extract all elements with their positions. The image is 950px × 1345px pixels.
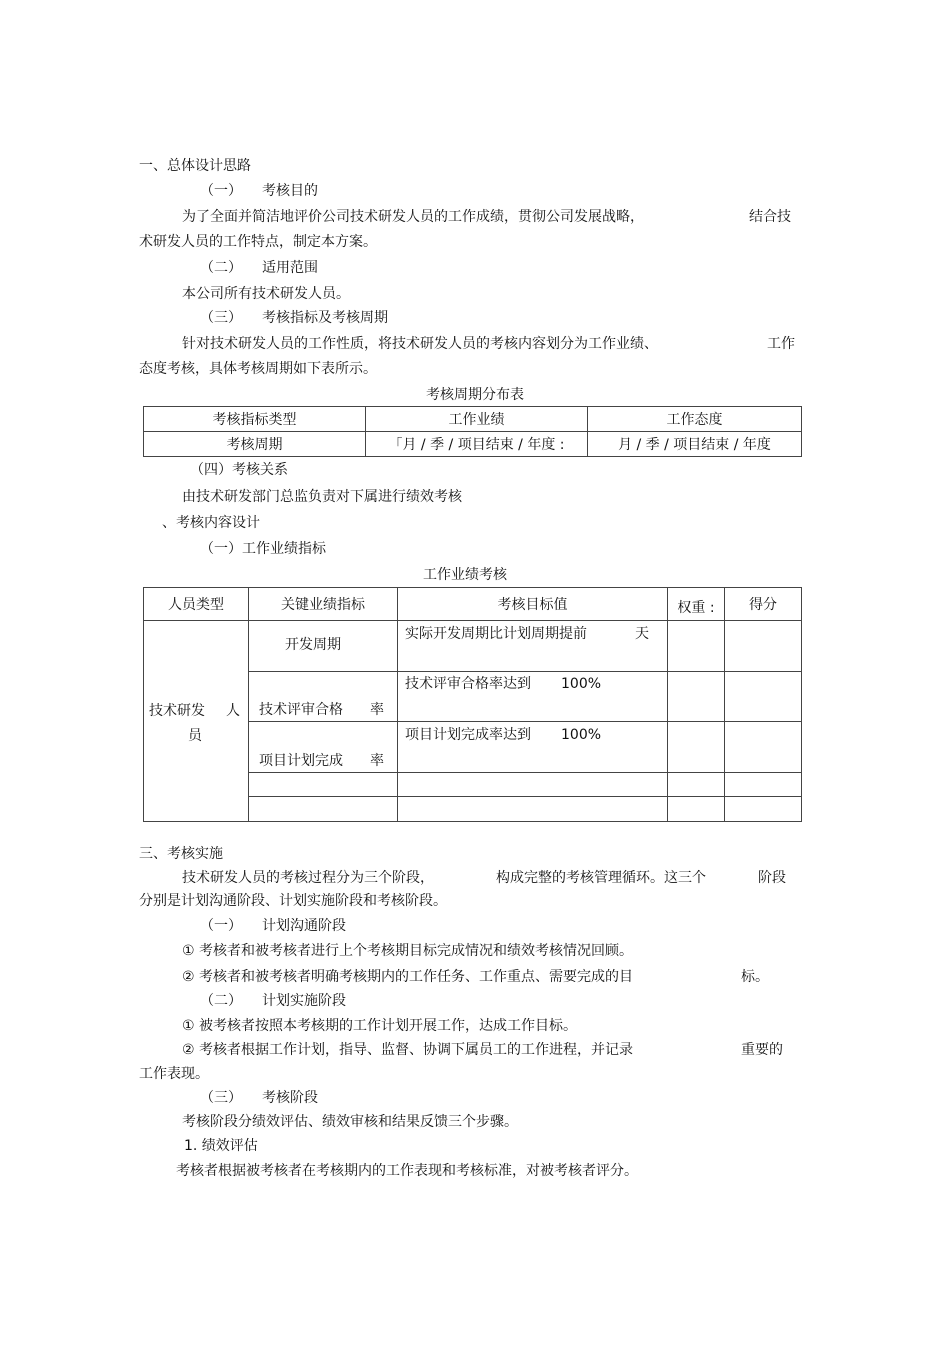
paragraph-indicators-line2: 态度考核，具体考核周期如下表所示。 (139, 361, 377, 377)
table1-row-label: 考核周期 (144, 432, 366, 457)
section-2-title: 、考核内容设计 (162, 515, 260, 531)
paragraph-assessment-steps: 考核阶段分绩效评估、绩效审核和结果反馈三个步骤。 (182, 1114, 518, 1130)
target-value: 100% (561, 727, 602, 743)
subsection-number: （二） (200, 260, 242, 276)
subsection-1-4: （四）考核关系 (190, 462, 288, 478)
target-text: 项目计划完成率达到 (405, 727, 531, 743)
table2-header-target: 考核目标值 (398, 588, 668, 621)
paragraph-purpose-line2: 术研发人员的工作特点，制定本方案。 (139, 234, 377, 250)
list-item: ② 考核者和被考核者明确考核期内的工作任务、工作重点、需要完成的目 (182, 969, 633, 985)
kpi-text: 开发周期 (285, 637, 341, 653)
table2-target-review-pass-rate (398, 671, 668, 722)
table1-caption: 考核周期分布表 (426, 387, 524, 403)
subsection-number: （三） (200, 310, 242, 326)
paragraph-purpose-line1-end: 结合技 (749, 209, 791, 225)
table2-weight-cell (668, 722, 725, 773)
table2-target-plan-completion-rate (398, 722, 668, 773)
paragraph-scope: 本公司所有技术研发人员。 (182, 286, 350, 302)
paragraph-stages-line2: 分别是计划沟通阶段、计划实施阶段和考核阶段。 (139, 893, 447, 909)
person-type-text: 人 (226, 703, 240, 719)
table1-attitude-cycle: 月 / 季 / 项目结束 / 年度 (588, 432, 802, 457)
subsection-3-3 (200, 1088, 318, 1108)
table2-kpi-plan-completion-rate (249, 722, 398, 773)
list-item-end: 重要的 (741, 1042, 783, 1058)
table2-kpi-review-pass-rate (249, 671, 398, 722)
table1-header-attitude: 工作态度 (588, 407, 802, 432)
table2-empty-cell (249, 797, 398, 822)
subsection-number: （一） (200, 918, 242, 934)
step-heading: 1. 绩效评估 (184, 1138, 258, 1154)
paragraph-stages-line1b: 构成完整的考核管理循环。这三个 (496, 870, 706, 886)
table2-score-cell (725, 621, 802, 672)
table2-score-cell (725, 722, 802, 773)
paragraph-stages-line1c: 阶段 (758, 870, 786, 886)
subsection-title: 考核阶段 (262, 1090, 318, 1106)
list-item: ② 考核者根据工作计划，指导、监督、协调下属员工的工作进程，并记录 (182, 1042, 633, 1058)
table2-person-type-cell (144, 621, 249, 822)
paragraph-stages-line1a: 技术研发人员的考核过程分为三个阶段， (182, 870, 434, 886)
subsection-3-1 (200, 916, 346, 936)
paragraph-purpose-line1: 为了全面并简洁地评价公司技术研发人员的工作成绩，贯彻公司发展战略， (182, 209, 644, 225)
table2-empty-cell (668, 797, 725, 822)
kpi-text: 率 (370, 753, 384, 769)
target-text: 技术评审合格率达到 (405, 675, 531, 692)
table2-header-person-type: 人员类型 (144, 588, 249, 621)
subsection-title: 考核目的 (262, 183, 318, 199)
person-type-text: 技术研发 (149, 703, 205, 719)
paragraph-evaluation: 考核者根据被考核者在考核期内的工作表现和考核标准，对被考核者评分。 (176, 1163, 638, 1179)
subsection-title: 考核指标及考核周期 (262, 310, 388, 326)
list-item: ① 被考核者按照本考核期的工作计划开展工作，达成工作目标。 (182, 1018, 577, 1034)
kpi-text: 技术评审合格 (259, 701, 343, 718)
person-type-text: 员 (188, 728, 202, 744)
table2-score-cell (725, 671, 802, 722)
table2-empty-cell (398, 772, 668, 797)
table2-weight-cell (668, 621, 725, 672)
table2-empty-cell (725, 772, 802, 797)
kpi-text: 项目计划完成 (259, 753, 343, 769)
paragraph-relationship: 由技术研发部门总监负责对下属进行绩效考核 (182, 489, 462, 505)
table2-caption: 工作业绩考核 (423, 567, 507, 583)
section-1-title: 一、总体设计思路 (139, 158, 251, 174)
cycle-distribution-table (143, 406, 802, 457)
subsection-number: （三） (200, 1090, 242, 1106)
subsection-1-1 (200, 181, 318, 201)
table2-empty-cell (249, 772, 398, 797)
table1-header-type: 考核指标类型 (144, 407, 366, 432)
target-value: 100% (561, 675, 602, 692)
kpi-text: 率 (370, 701, 384, 718)
target-text: 天 (635, 626, 649, 642)
target-text: 实际开发周期比计划周期提前 (405, 626, 587, 642)
table2-empty-cell (668, 772, 725, 797)
table1-performance-cycle: 「月 / 季 / 项目结束 / 年度 : (366, 432, 588, 457)
table1-header-performance: 工作业绩 (366, 407, 588, 432)
subsection-number: （一） (200, 183, 242, 199)
list-item-end: 标。 (741, 969, 769, 985)
subsection-number: （二） (200, 993, 242, 1009)
table2-header-score: 得分 (725, 588, 802, 621)
table2-target-dev-cycle (398, 621, 668, 672)
subsection-title: 计划实施阶段 (262, 993, 346, 1009)
subsection-3-2 (200, 991, 346, 1011)
table2-kpi-dev-cycle (249, 621, 398, 672)
subsection-1-2 (200, 258, 318, 278)
table2-empty-cell (398, 797, 668, 822)
list-item-continuation: 工作表现。 (139, 1066, 209, 1082)
subsection-2-1: （一）工作业绩指标 (200, 541, 326, 557)
table2-header-weight: 权重 : (668, 588, 725, 621)
section-3-title: 三、考核实施 (139, 846, 223, 862)
table2-empty-cell (725, 797, 802, 822)
subsection-title: 计划沟通阶段 (262, 918, 346, 934)
performance-kpi-table (143, 587, 802, 822)
paragraph-indicators-line1-end: 工作 (767, 336, 795, 352)
subsection-title: 适用范围 (262, 260, 318, 276)
list-item: ① 考核者和被考核者进行上个考核期目标完成情况和绩效考核情况回顾。 (182, 943, 633, 959)
subsection-1-3 (200, 308, 388, 328)
table2-header-kpi: 关键业绩指标 (249, 588, 398, 621)
paragraph-indicators-line1: 针对技术研发人员的工作性质，将技术研发人员的考核内容划分为工作业绩、 (182, 336, 658, 352)
table2-weight-cell (668, 671, 725, 722)
